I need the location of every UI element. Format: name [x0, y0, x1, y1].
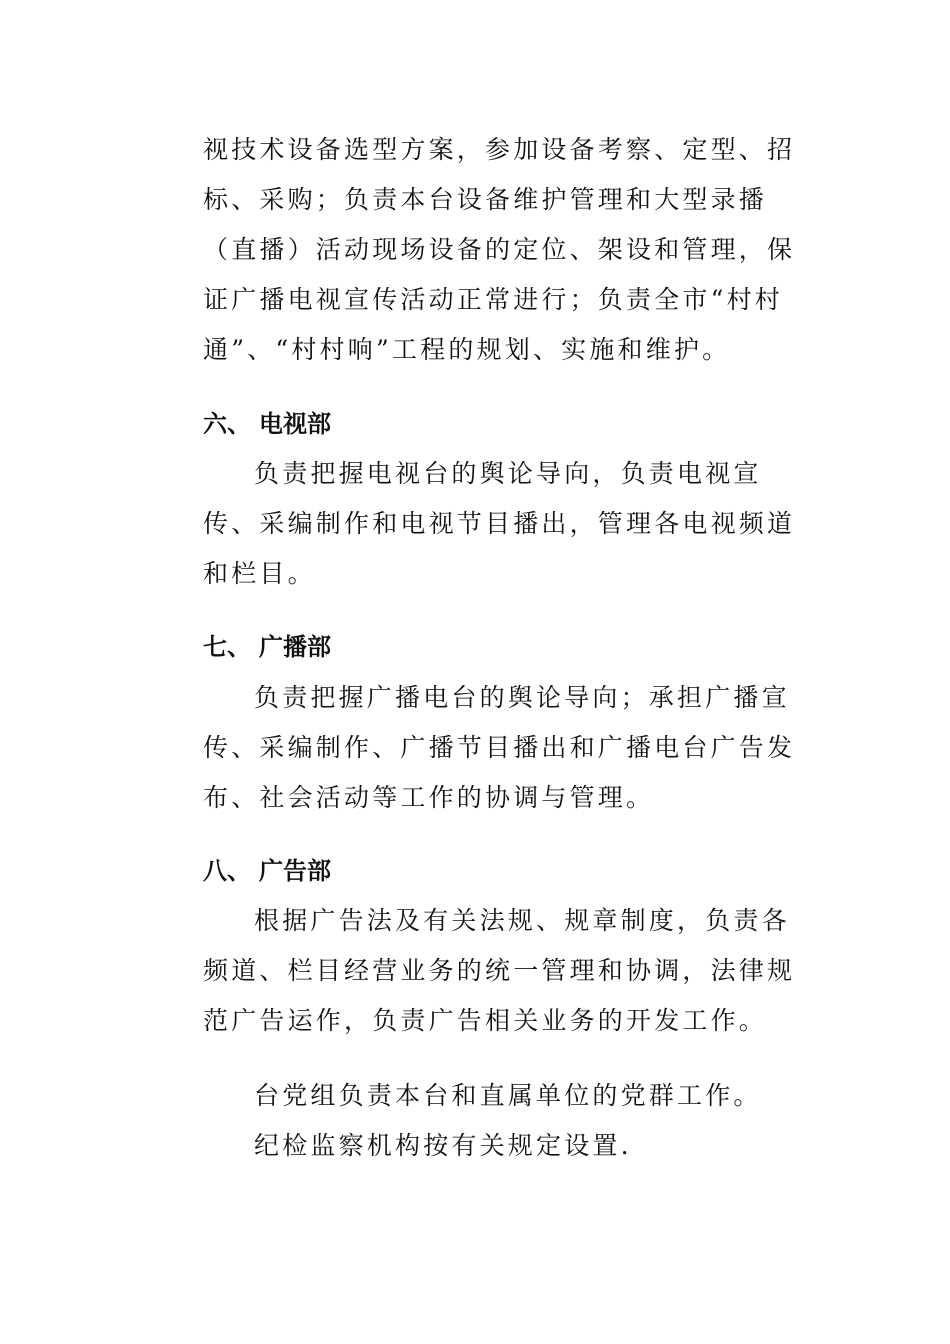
- section-tv-line-2: 传、采编制作和电视节目播出，管理各电视频道: [203, 509, 796, 538]
- intro-line-3: （直播）活动现场设备的定位、架设和管理，保: [203, 235, 796, 264]
- intro-line-1: 视技术设备选型方案，参加设备考察、定型、招: [203, 135, 796, 164]
- section-heading-tv: [203, 409, 331, 439]
- section-ads-line-3: 范广告运作，负责广告相关业务的开发工作。: [203, 1006, 768, 1035]
- section-heading-radio: [203, 632, 331, 662]
- section-title: 广播部: [259, 633, 331, 661]
- section-radio-line-2: 传、采编制作、广播节目播出和广播电台广告发: [203, 733, 796, 762]
- section-ads-line-1: 根据广告法及有关法规、规章制度，负责各: [254, 906, 790, 935]
- section-ads-line-2: 频道、栏目经营业务的统一管理和协调，法律规: [203, 956, 796, 985]
- section-number: 八、: [203, 857, 251, 885]
- section-number: 六、: [203, 410, 251, 438]
- section-radio-line-1: 负责把握广播电台的舆论导向；承担广播宣: [254, 683, 790, 712]
- intro-line-2: 标、采购；负责本台设备维护管理和大型录播: [203, 185, 768, 214]
- section-radio-line-3: 布、社会活动等工作的协调与管理。: [203, 783, 655, 812]
- section-title: 广告部: [259, 857, 331, 885]
- intro-line-4: 证广播电视宣传活动正常进行；负责全市“村村: [203, 285, 783, 314]
- section-tv-line-1: 负责把握电视台的舆论导向，负责电视宣: [254, 459, 762, 488]
- closing-line-2: 纪检监察机构按有关规定设置.: [254, 1131, 632, 1160]
- closing-line-1: 台党组负责本台和直属单位的党群工作。: [254, 1081, 762, 1110]
- section-tv-line-3: 和栏目。: [203, 559, 316, 588]
- section-title: 电视部: [259, 410, 331, 438]
- intro-line-5: 通”、“村村响”工程的规划、实施和维护。: [203, 335, 731, 364]
- section-heading-ads: [203, 856, 331, 886]
- section-number: 七、: [203, 633, 251, 661]
